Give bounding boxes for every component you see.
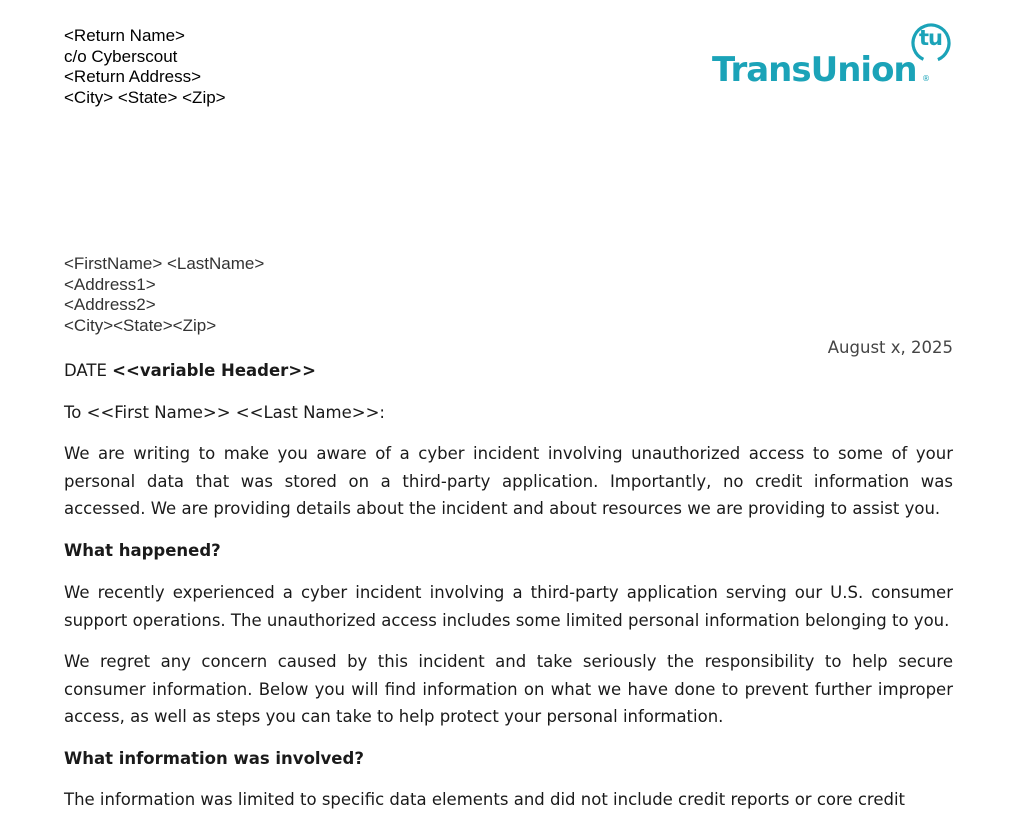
recipient-name: <FirstName> <LastName> [64,254,265,273]
letter-date: August x, 2025 [827,338,953,357]
what-happened-heading: What happened? [64,541,221,560]
what-happened-paragraph: We recently experienced a cyber incident involving a third-party application serving our U.S. consumer support operations. The unauthorized access includes some limited personal information belonging to you. [64,583,953,630]
logo-badge-text: tu [919,26,942,50]
header-variable: <<variable Header>> [112,361,316,380]
return-name: <Return Name> [64,26,185,45]
return-city-state-zip: <City> <State> <Zip> [64,87,226,107]
regret-paragraph: We regret any concern caused by this incident and take seriously the responsibility to help secure consumer information. Below you will find information on what we have done to prevent further improper access, as well as steps you can take to help protect your personal information. [64,652,953,726]
recipient-address2: <Address2> [64,295,156,314]
recipient-address1: <Address1> [64,274,156,294]
header-prefix: DATE [64,361,113,380]
transunion-logo [710,22,954,88]
logo-wordmark: TransUnion [712,50,917,90]
return-address-block [64,26,226,108]
logo-registered-mark: ® [922,74,930,83]
return-street: <Return Address> [64,67,202,86]
what-info-heading: What information was involved? [64,749,364,768]
salutation: To <<First Name>> <<Last Name>>: [64,403,385,422]
return-care-of: c/o Cyberscout [64,46,178,66]
what-info-paragraph: The information was limited to specific data elements and did not include credit reports or core credit [64,790,905,809]
header-line [64,357,953,385]
recipient-city-state-zip: <City><State><Zip> [64,315,217,335]
recipient-address-block [64,254,264,336]
intro-paragraph: We are writing to make you aware of a cyber incident involving unauthorized access to some of your personal data that was stored on a third-party application. Importantly, no credit information was accessed. We are providing details about the incident and about resources we are providing to assist you. [64,444,953,518]
